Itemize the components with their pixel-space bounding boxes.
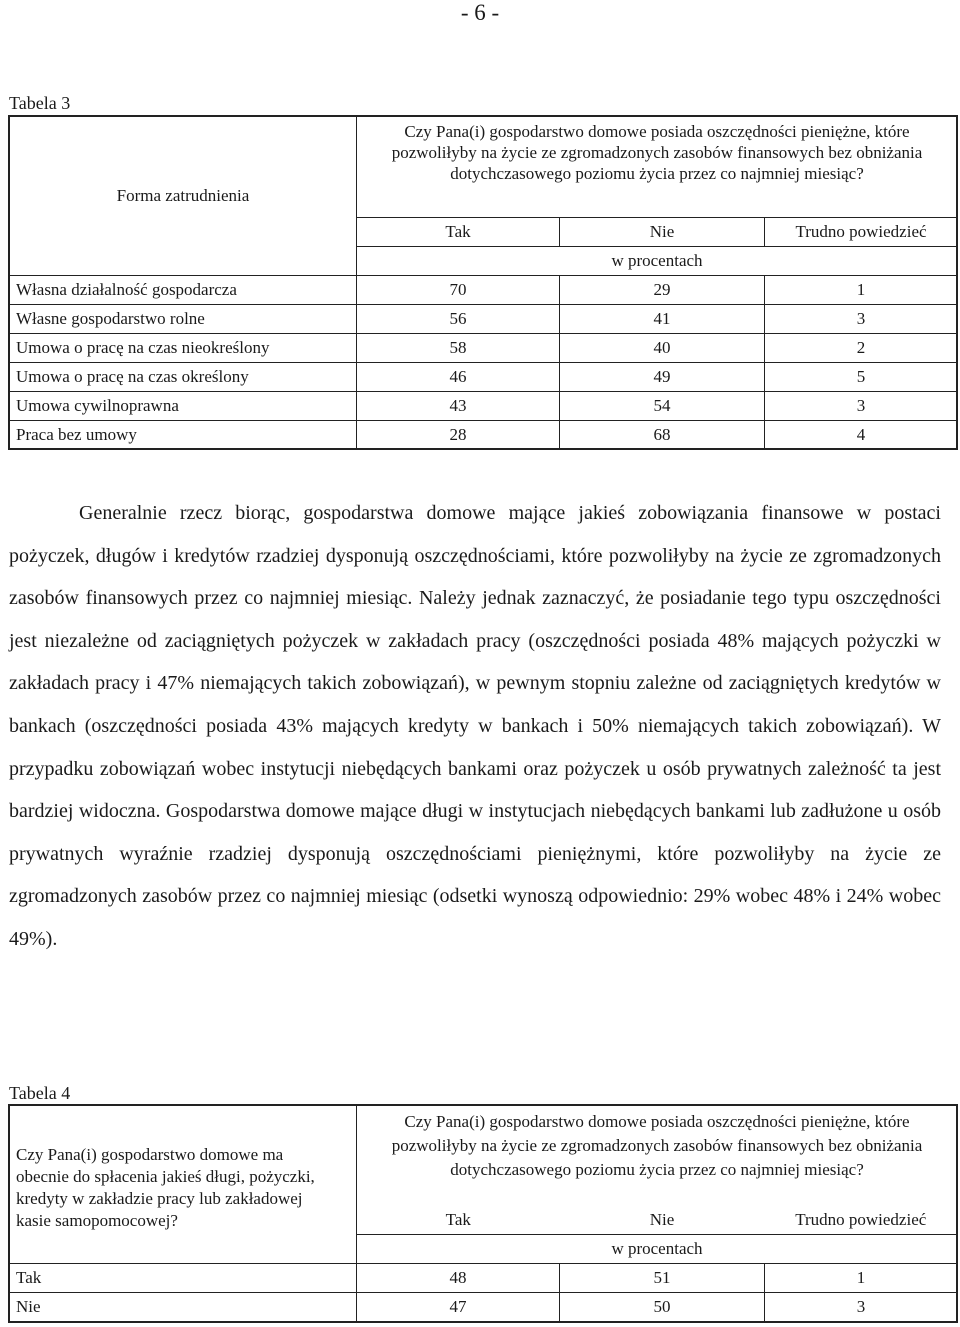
table-3-col-nie: Nie	[560, 218, 765, 247]
table-3-question: Czy Pana(i) gospodarstwo domowe posiada oszczędności pieniężne, które pozwoliłyby na życie ze zgromadzonych zasobów finansowych bez obniżania dotychczasowego poziomu życia przez co najmniej miesiąc?	[357, 117, 958, 218]
cell-tak: 58	[357, 334, 560, 363]
cell-tak: 47	[357, 1293, 560, 1322]
cell-nie: 40	[560, 334, 765, 363]
cell-trudno: 1	[765, 276, 958, 305]
cell-nie: 29	[560, 276, 765, 305]
row-label: Własne gospodarstwo rolne	[10, 305, 357, 334]
row-label: Własna działalność gospodarcza	[10, 276, 357, 305]
cell-tak: 70	[357, 276, 560, 305]
table-row	[10, 276, 958, 305]
cell-nie: 51	[560, 1264, 765, 1293]
table-4-row-header: Czy Pana(i) gospodarstwo domowe ma obecnie do spłacenia jakieś długi, pożyczki, kredyty w zakładzie pracy lub zakładowej kasie samopomocowej?	[10, 1106, 357, 1264]
cell-trudno: 3	[765, 392, 958, 421]
row-label: Praca bez umowy	[10, 421, 357, 450]
table-4-col-trudno: Trudno powiedzieć	[765, 1206, 958, 1235]
cell-nie: 68	[560, 421, 765, 450]
row-label: Tak	[10, 1264, 357, 1293]
table-4-unit: w procentach	[357, 1235, 958, 1264]
table-4	[9, 1105, 958, 1322]
table-4-col-nie: Nie	[560, 1206, 765, 1235]
table-3	[9, 116, 958, 450]
table-row	[10, 1293, 958, 1322]
cell-tak: 28	[357, 421, 560, 450]
table-4-col-tak: Tak	[357, 1206, 560, 1235]
table-4-question: Czy Pana(i) gospodarstwo domowe posiada oszczędności pieniężne, które pozwoliłyby na życie ze zgromadzonych zasobów finansowych bez obniżania dotychczasowego poziomu życia przez co najmniej miesiąc?	[357, 1106, 958, 1206]
table-row	[10, 334, 958, 363]
row-label: Nie	[10, 1293, 357, 1322]
table-row	[10, 392, 958, 421]
table-4-label: Tabela 4	[9, 1083, 71, 1103]
row-label: Umowa o pracę na czas określony	[10, 363, 357, 392]
cell-nie: 41	[560, 305, 765, 334]
page-number: - 6 -	[460, 0, 500, 25]
table-row	[10, 363, 958, 392]
cell-tak: 46	[357, 363, 560, 392]
cell-tak: 56	[357, 305, 560, 334]
cell-nie: 49	[560, 363, 765, 392]
cell-nie: 50	[560, 1293, 765, 1322]
body-paragraph: Generalnie rzecz biorąc, gospodarstwa domowe mające jakieś zobowiązania finansowe w postaci pożyczek, długów i kredytów rzadziej dysponują oszczędnościami, które pozwoliłyby na życie ze zgromadzonych zasobów finansowych przez co najmniej miesiąc. Należy jednak zaznaczyć, że posiadanie tego typu oszczędności jest niezależne od zaciągniętych pożyczek w zakładach pracy (oszczędności posiada 48% mających pożyczki w zakładach pracy i 47% niemających takich zobowiązań), w pewnym stopniu zależne od zaciągniętych kredytów w bankach (oszczędności posiada 43% mających kredyty w bankach i 50% niemających takich zobowiązań). W przypadku zobowiązań wobec instytucji niebędących bankami oraz pożyczek u osób prywatnych zależność ta jest bardziej widoczna. Gospodarstwa domowe mające długi w instytucjach niebędących bankami lub zadłużone u osób prywatnych wyraźnie rzadziej dysponują oszczędnościami pieniężnymi, które pozwoliłyby na życie ze zgromadzonych zasobów przez co najmniej miesiąc (odsetki wynoszą odpowiednio: 29% wobec 48% i 24% wobec 49%).	[9, 502, 941, 950]
table-row	[10, 1264, 958, 1293]
cell-nie: 54	[560, 392, 765, 421]
cell-trudno: 3	[765, 305, 958, 334]
table-3-row-header: Forma zatrudnienia	[10, 117, 357, 276]
table-3-label: Tabela 3	[9, 93, 71, 113]
row-label: Umowa cywilnoprawna	[10, 392, 357, 421]
table-row	[10, 305, 958, 334]
cell-trudno: 4	[765, 421, 958, 450]
cell-tak: 48	[357, 1264, 560, 1293]
cell-trudno: 1	[765, 1264, 958, 1293]
row-label: Umowa o pracę na czas nieokreślony	[10, 334, 357, 363]
table-3-col-trudno: Trudno powiedzieć	[765, 218, 958, 247]
table-3-col-tak: Tak	[357, 218, 560, 247]
table-3-unit: w procentach	[357, 247, 958, 276]
cell-trudno: 2	[765, 334, 958, 363]
cell-trudno: 5	[765, 363, 958, 392]
table-row	[10, 421, 958, 450]
cell-tak: 43	[357, 392, 560, 421]
cell-trudno: 3	[765, 1293, 958, 1322]
